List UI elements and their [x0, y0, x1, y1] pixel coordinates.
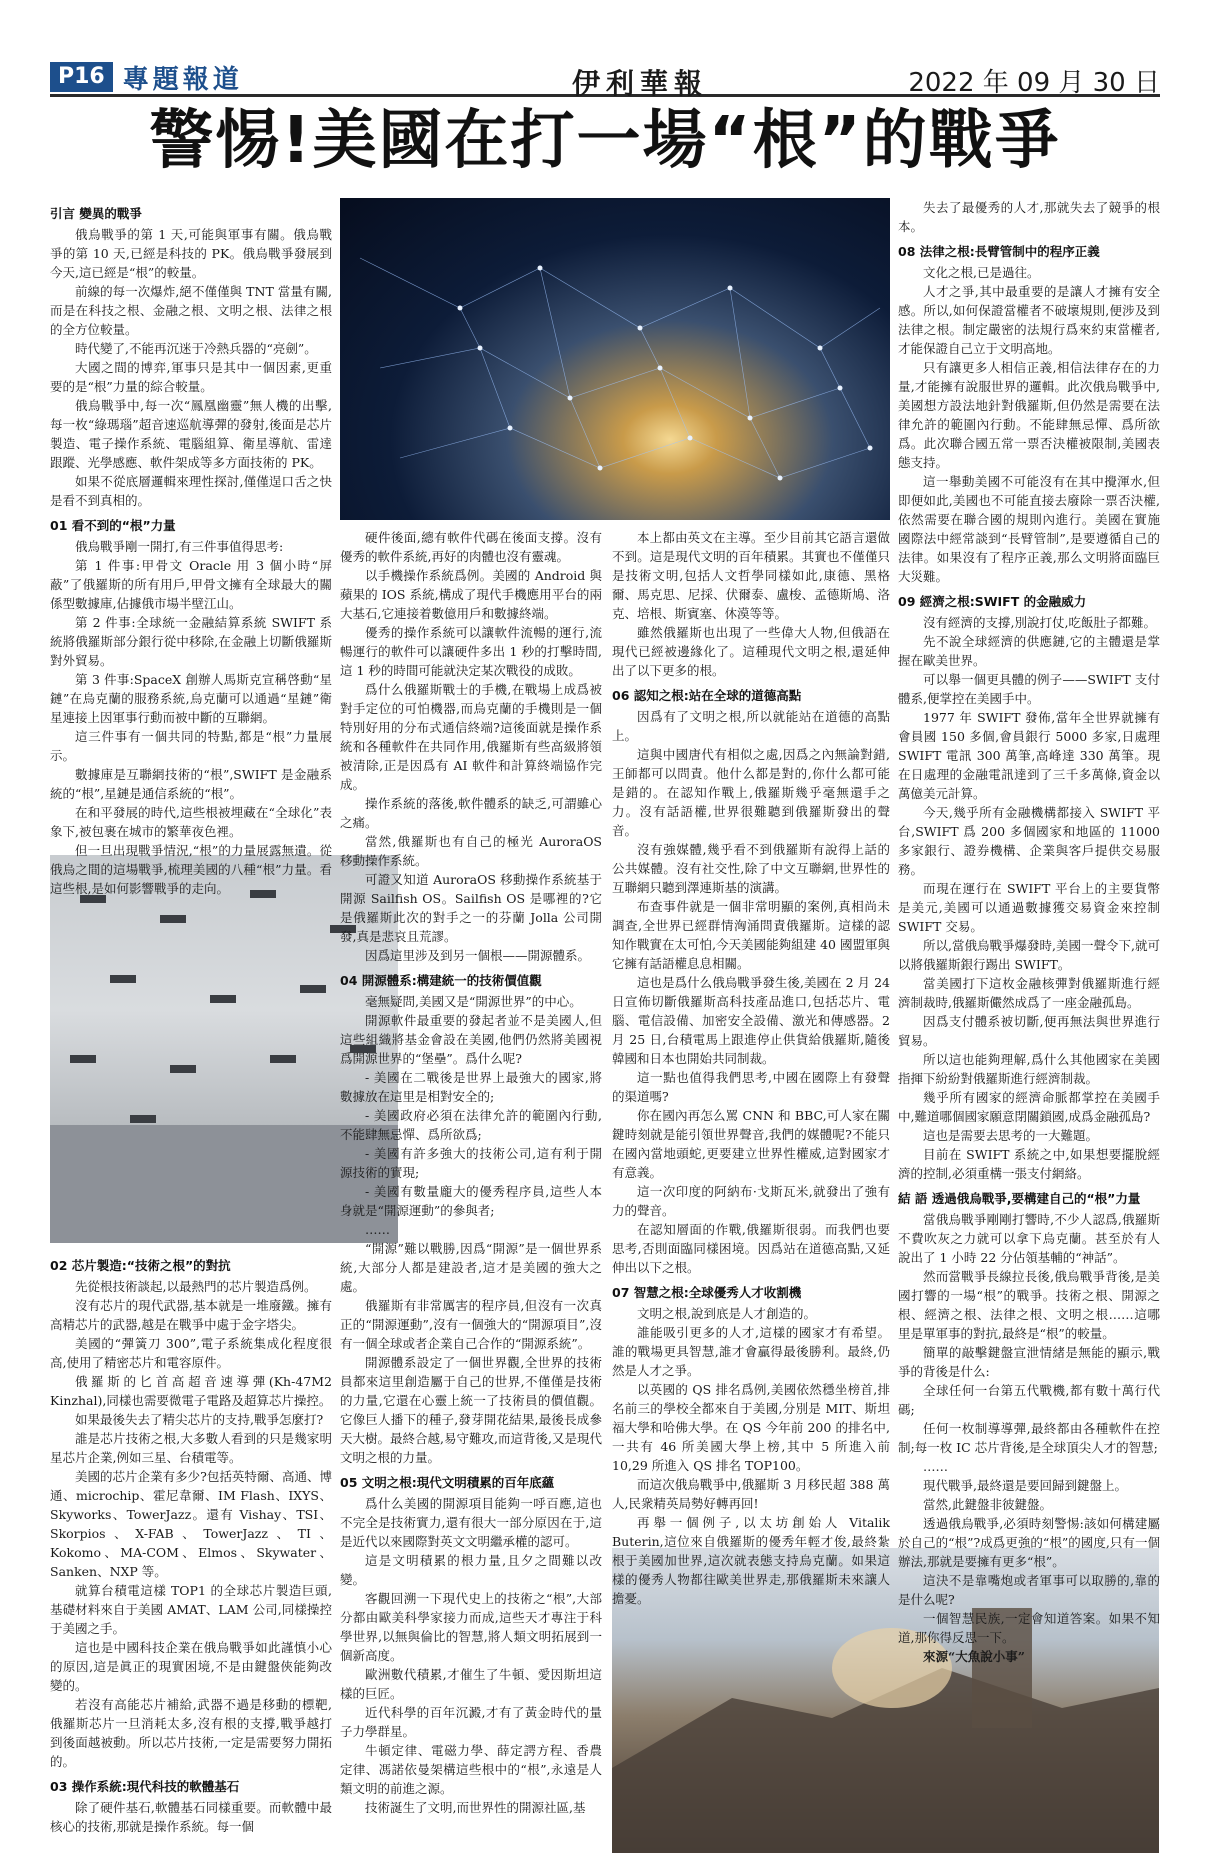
paragraph: - 美國有數量龐大的優秀程序員,這些人本身就是“開源運動”的參與者;	[340, 1184, 602, 1218]
paragraph: 若沒有高能芯片補給,武器不過是移動的標靶,俄羅斯芯片一旦消耗太多,沒有根的支撐,戰爭越打到後面越被動。所以芯片技術,一定是需要努力開拓的。	[50, 1697, 332, 1769]
paragraph: ……	[365, 1222, 390, 1237]
paragraph: 牛頓定律、電磁力學、薛定諤方程、香農定律、馮諾依曼架構這些根中的“根”,永遠是人類文明的前進之源。	[340, 1743, 602, 1796]
section-08-heading: 08 法律之根:長臂管制中的程序正義	[898, 244, 1100, 259]
paragraph: ……	[923, 1459, 948, 1474]
paragraph: 俄羅斯有非常厲害的程序員,但沒有一次真正的“開源運動”,沒有一個強大的“開源項目”,沒有一個全球或者企業自己合作的“開源系統”。	[340, 1298, 602, 1351]
paragraph: 這是文明積累的根力量,且夕之間難以改變。	[340, 1553, 602, 1587]
paragraph: 俄烏戰爭剛一開打,有三件事值得思考:	[75, 539, 284, 554]
issue-date: 2022 年 09 月 30 日	[908, 68, 1160, 98]
paragraph: 失去了最優秀的人才,那就失去了競爭的根本。	[898, 200, 1160, 234]
column-1-top	[50, 198, 332, 896]
section-06-heading: 06 認知之根:站在全球的道德高點	[612, 688, 802, 703]
paragraph: 俄烏戰爭中,每一次“鳳凰幽靈”無人機的出擊,每一枚“綠瑪瑙”超音速巡航導彈的發射,後面是芯片製造、電子操作系統、電腦組算、衛星導航、雷達跟蹤、光學感應、軟件架成等多方面技術的 PK。	[50, 398, 332, 470]
paragraph: 第 3 件事:SpaceX 創辦人馬斯克宣稱啓動“星鏈”在烏克蘭的服務系統,烏克蘭可以通過“星鏈”衛星連接上因軍事行動而被中斷的互聯網。	[50, 672, 332, 725]
paragraph: 在和平發展的時代,這些根被埋藏在“全球化”表象下,被包裹在城市的繁華夜色裡。	[50, 805, 332, 839]
column-4	[898, 198, 1160, 1664]
paragraph: 第 1 件事:甲骨文 Oracle 用 3 個小時“屏蔽”了俄羅斯的所有用戶,甲骨文擁有全球最大的關係型數據庫,佔據俄市場半壁江山。	[50, 558, 332, 611]
paragraph: 以手機操作系統爲例。美國的 Android 與蘋果的 IOS 系統,構成了現代手機應用平台的兩大基石,它連接着數億用戶和數據終端。	[340, 568, 602, 621]
column-1-bottom	[50, 1250, 332, 1855]
paragraph: 大國之間的博弈,軍事只是其中一個因素,更重要的是“根”力量的綜合較量。	[50, 360, 332, 394]
paragraph: 你在國內再怎么罵 CNN 和 BBC,可人家在關鍵時刻就是能引領世界聲音,我們的媒體呢?不能只在國內當地頭蛇,更要建立世界性權威,這對國家才有意義。	[612, 1108, 890, 1180]
paragraph: 本上都由英文在主導。至少目前其它語言還做不到。這是現代文明的百年積累。其實也不僅僅只是技術文明,包括人文哲學同樣如此,康德、黑格爾、馬克思、尼採、伏爾泰、盧梭、孟德斯鳩、洛克、培根、斯賓塞、休漠等等。	[612, 530, 890, 621]
paragraph: 布查事件就是一個非常明顯的案例,真相尚未調查,全世界已經群情洶涌問責俄羅斯。這樣的認知作戰實在太可怕,今天美國能夠組建 40 國盟軍與它擁有話語權息息相關。	[612, 899, 890, 971]
paragraph: 可證又知道 AuroraOS 移動操作系統基于開源 Sailfish OS。Sailfish OS 是哪裡的?它是俄羅斯此次的對手之一的芬蘭 Jolla 公司開發,真是悲哀且荒謬。	[340, 872, 602, 944]
network-earth-image	[340, 198, 890, 520]
paragraph: 優秀的操作系統可以讓軟件流暢的運行,流暢運行的軟件可以讓硬件多出 1 秒的打擊時間,這 1 秒的時間可能就決定某次戰役的成敗。	[340, 625, 602, 678]
paragraph: 以英國的 QS 排名爲例,美國依然穩坐榜首,排名前三的學校全都來自于美國,分別是 MIT、斯坦福大學和哈佛大學。在 QS 今年前 200 的排名中,一共有 46 所美國大學上榜,其中 5 所進入前 10,29 所進入 QS 排名 TOP100。	[612, 1382, 890, 1473]
paragraph: 如果最後失去了精尖芯片的支持,戰爭怎麼打?	[75, 1412, 324, 1427]
paragraph: 但一旦出現戰爭情況,“根”的力量展露無遺。從俄烏之間的這場戰爭,梳理美國的八種“根”力量。看這些根,是如何影響戰爭的走向。	[50, 843, 332, 896]
section-04-heading: 04 開源體系:構建統一的技術價值觀	[340, 973, 542, 988]
section-09-heading: 09 經濟之根:SWIFT 的金融威力	[898, 594, 1087, 609]
paragraph: 幾乎所有國家的經濟命脈都掌控在美國手中,難道哪個國家願意閉關鎖國,成爲金融孤島?	[898, 1090, 1160, 1124]
paragraph: 目前在 SWIFT 系統之中,如果想要擺脫經濟的控制,必須重構一張支付網絡。	[898, 1147, 1160, 1181]
paragraph: - 美國有許多強大的技術公司,這有利于開源技術的實現;	[340, 1146, 602, 1180]
paragraph: 雖然俄羅斯也出現了一些偉大人物,但俄語在現代已經被邊緣化了。這種現代文明之根,還延伸出了以下更多的根。	[612, 625, 890, 678]
page-header	[50, 62, 1160, 100]
paragraph: 當然,俄羅斯也有自己的極光 AuroraOS 移動操作系統。	[340, 834, 602, 868]
paragraph: 這決不是靠嘴炮或者軍事可以取勝的,靠的是什么呢?	[898, 1573, 1160, 1607]
paragraph: 美國的“彈簧刀 300”,電子系統集成化程度很高,使用了精密芯片和電容原件。	[50, 1336, 332, 1370]
paragraph: 所以,當俄烏戰爭爆發時,美國一聲令下,就可以將俄羅斯銀行踢出 SWIFT。	[898, 938, 1160, 972]
paragraph: 爲什么俄羅斯戰士的手機,在戰場上成爲被對手定位的可怕機器,而烏克蘭的手機則是一個特別好用的分布式通信終端?這後面就是操作系統和各種軟件在共同作用,俄羅斯有些高級將領被清除,正是因爲有 AI 軟件和計算終端協作完成。	[340, 682, 602, 792]
paragraph: 因爲支付體系被切斷,便再無法與世界進行貿易。	[898, 1014, 1160, 1048]
paragraph: 前線的每一次爆炸,絕不僅僅與 TNT 當量有關,而是在科技之根、金融之根、文明之根、法律之根的全方位較量。	[50, 284, 332, 337]
paragraph: 如果不從底層邏輯來理性探討,僅僅逞口舌之快是看不到真相的。	[50, 474, 332, 508]
paragraph: 今天,幾乎所有金融機構都接入 SWIFT 平台,SWIFT 爲 200 多個國家和地區的 11000 多家銀行、證券機構、企業與客戶提供交易服務。	[898, 805, 1160, 877]
section-01-heading: 01 看不到的“根”力量	[50, 518, 176, 533]
network-lines-icon	[340, 198, 890, 520]
paragraph: 在認知層面的作戰,俄羅斯很弱。而我們也要思考,否則面臨同樣困境。因爲站在道德高點,又延伸出以下之根。	[612, 1222, 890, 1275]
paragraph: 一個智慧民族,一定會知道答案。如果不知道,那你得反思一下。	[898, 1611, 1160, 1645]
paragraph: 毫無疑問,美國又是“開源世界”的中心。	[365, 994, 582, 1009]
column-3	[612, 528, 890, 1606]
paragraph: 誰是芯片技術之根,大多數人看到的只是幾家明星芯片企業,例如三星、台積電等。	[50, 1431, 332, 1465]
section-02-heading: 02 芯片製造:“技術之根”的對抗	[50, 1258, 231, 1273]
paragraph: 先從根技術談起,以最熱門的芯片製造爲例。	[75, 1279, 317, 1294]
paragraph: 這也是中國科技企業在俄烏戰爭如此謹慎小心的原因,這是眞正的現實困境,不是由鍵盤俠能夠改變的。	[50, 1640, 332, 1693]
section-label	[50, 62, 243, 95]
paragraph: 這三件事有一個共同的特點,都是“根”力量展示。	[50, 729, 332, 763]
paragraph: 這一次印度的阿納布·戈斯瓦米,就發出了強有力的聲音。	[612, 1184, 890, 1218]
paragraph: 這一點也值得我們思考,中國在國際上有發聲的渠道嗎?	[612, 1070, 890, 1104]
paragraph: 硬件後面,總有軟件代碼在後面支撐。沒有優秀的軟件系統,再好的肉體也沒有靈魂。	[340, 530, 602, 564]
paragraph: 先不說全球經濟的供應鏈,它的主體還是掌握在歐美世界。	[898, 634, 1160, 668]
paragraph: 而這次俄烏戰爭中,俄羅斯 3 月移民超 388 萬人,民衆精英局勢好轉再回!	[612, 1477, 890, 1511]
paragraph: 當然,此鍵盤非彼鍵盤。	[923, 1497, 1052, 1512]
paragraph: 技術誕生了文明,而世界性的開源社區,基	[365, 1800, 586, 1815]
column-2	[340, 528, 602, 1855]
section-05-heading: 05 文明之根:現代文明積累的百年底蘊	[340, 1475, 555, 1490]
section-03-heading: 03 操作系統:現代科技的軟體基石	[50, 1779, 240, 1794]
paragraph: - 美國政府必須在法律允許的範圍內行動,不能肆無忌憚、爲所欲爲;	[340, 1108, 602, 1142]
paragraph: 客觀回溯一下現代史上的技術之“根”,大部分都由歐美科學家接力而成,這些天才專注于科學世界,以無與倫比的智慧,將人類文明拓展到一個新高度。	[340, 1591, 602, 1663]
paragraph: 俄羅斯的匕首高超音速導彈(Kh-47M2 Kinzhal),同樣也需要微電子電路及超算芯片操控。	[50, 1374, 332, 1408]
headline: 警惕!美國在打一場“根”的戰爭	[149, 104, 1061, 178]
paragraph: 然而當戰爭長線拉長後,俄烏戰爭背後,是美國打響的一場“根”的戰爭。技術之根、開源之根、經濟之根、法律之根、文明之根……這哪里是單軍事的對抗,最終是“根”的較量。	[898, 1269, 1160, 1341]
paragraph: 當俄烏戰爭剛剛打響時,不少人認爲,俄羅斯不費吹灰之力就可以拿下烏克蘭。甚至於有人說出了 1 小時 22 分佔領基輔的“神話”。	[898, 1212, 1160, 1265]
section-07-heading: 07 智慧之根:全球優秀人才收割機	[612, 1285, 802, 1300]
paragraph: 人才之爭,其中最重要的是讓人才擁有安全感。所以,如何保證當權者不破壞規則,便涉及到法律之根。制定嚴密的法規行爲來約束當權者,才能保證自己立于文明高地。	[898, 284, 1160, 356]
page-number: P16	[50, 62, 113, 92]
source-credit: 來源“大魚說小事”	[923, 1649, 1025, 1664]
paragraph: 簡單的敲擊鍵盤宣泄情緒是無能的顯示,戰爭的背後是什么:	[898, 1345, 1160, 1379]
paragraph: 因爲有了文明之根,所以就能站在道德的高點上。	[612, 709, 890, 743]
conclusion-heading: 結 語 透過俄烏戰爭,要構建自己的“根”力量	[898, 1191, 1141, 1206]
paragraph: 可以舉一個更具體的例子——SWIFT 支付體系,便掌控在美國手中。	[898, 672, 1160, 706]
intro-heading: 引言 變異的戰爭	[50, 206, 142, 221]
paragraph: 時代變了,不能再沉迷于冷熱兵器的“亮劍”。	[75, 341, 317, 356]
paragraph: 文明之根,說到底是人才創造的。	[637, 1306, 816, 1321]
paragraph: 只有讓更多人相信正義,相信法律存在的力量,才能擁有說服世界的邏輯。此次俄烏戰爭中,美國想方設法地針對俄羅斯,但仍然是需要在法律允許的範圍內行動。不能肆無忌憚、爲所欲爲。此次聯合國五常一票否決權被限制,美國表態支持。	[898, 360, 1160, 470]
paragraph: 所以這也能夠理解,爲什么其他國家在美國指揮下紛紛對俄羅斯進行經濟制裁。	[898, 1052, 1160, 1086]
paragraph: 再舉一個例子,以太坊創始人 Vitalik Buterin,這位來自俄羅斯的優秀年輕才俊,最終紮根于美國加世界,這次就表態支持烏克蘭。如果這樣的優秀人物都往歐美世界走,那俄羅斯未來讓人擔憂。	[612, 1515, 890, 1606]
paragraph: 俄烏戰爭的第 1 天,可能與軍事有關。俄烏戰爭的第 10 天,已經是科技的 PK。俄烏戰爭發展到今天,這已經是“根”的較量。	[50, 227, 332, 280]
paragraph: 開源體系設定了一個世界觀,全世界的技術員都來這里創造屬于自己的世界,不僅僅是技術的力量,它還在心靈上統一了技術員的價值觀。它像巨人播下的種子,發芽開花結果,最後長成參天大樹。最終合越,易守難攻,而這背後,又是現代文明之根的力量。	[340, 1355, 602, 1465]
section-title: 專題報道	[122, 64, 243, 95]
paragraph: 當美國打下這枚金融核彈對俄羅斯進行經濟制裁時,俄羅斯儼然成爲了一座金融孤島。	[898, 976, 1160, 1010]
paragraph: 透過俄烏戰爭,必須時刻警惕:該如何構建屬於自己的“根”?成爲更強的“根”的國度,只有一個辦法,那就是要擁有更多“根”。	[898, 1516, 1160, 1569]
paragraph: 除了硬件基石,軟體基石同樣重要。而軟體中最核心的技術,那就是操作系統。每一個	[50, 1800, 332, 1834]
paragraph: 歐洲數代積累,才催生了牛頓、愛因斯坦這樣的巨匠。	[340, 1667, 602, 1701]
paragraph: 這也是爲什么俄烏戰爭發生後,美國在 2 月 24 日宣佈切斷俄羅斯高科技產品進口,包括芯片、電腦、電信設備、加密安全設備、激光和傳感器。2 月 25 日,台積電馬上跟進停止供貨給俄羅斯,隨後韓國和日本也開始共同制裁。	[612, 975, 890, 1066]
paragraph: 這一舉動美國不可能沒有在其中攪渾水,但即便如此,美國也不可能直接去廢除一票否決權,依然需要在聯合國的規則內進行。美國在實施國際法中經常談到“長臂管制”,是要遵循自己的法律。如果沒有了程序正義,那么文明將面臨巨大災難。	[898, 474, 1160, 584]
paragraph: 現代戰爭,最終還是要回歸到鍵盤上。	[923, 1478, 1127, 1493]
paragraph: 近代科學的百年沉澱,才有了黃金時代的量子力學群星。	[340, 1705, 602, 1739]
paragraph: 數據庫是互聯網技術的“根”,SWIFT 是金融系統的“根”,星鏈是通信系統的“根”。	[50, 767, 332, 801]
masthead: 伊利華報	[571, 67, 708, 100]
paragraph: 誰能吸引更多的人才,這樣的國家才有希望。誰的戰場更具智慧,誰才會贏得最後勝利。最終,仍然是人才之爭。	[612, 1325, 890, 1378]
paragraph: 因爲這里涉及到另一個根——開源體系。	[365, 948, 591, 963]
paragraph: 美國的芯片企業有多少?包括英特爾、高通、博通、microchip、霍尼韋爾、IM Flash、IXYS、Skyworks、TowerJazz。還有 Vishay、TSI、Skorpios、X-FAB、TowerJazz、TI、Kokomo、MA-COM、Elmos、Skywater、Sanken、NXP 等。	[50, 1469, 332, 1579]
paragraph: 文化之根,已是過往。	[923, 265, 1040, 280]
paragraph: 沒有芯片的現代武器,基本就是一堆廢鐵。擁有高精芯片的武器,越是在戰爭中處于金字塔尖。	[50, 1298, 332, 1332]
paragraph: “開源”難以戰勝,因爲“開源”是一個世界系統,大部分人都是建設者,這才是美國的強大之處。	[340, 1241, 602, 1294]
paragraph: 就算台積電這樣 TOP1 的全球芯片製造巨頭,基礎材料來自于美國 AMAT、LAM 公司,同樣操控于美國之手。	[50, 1583, 332, 1636]
paragraph: - 美國在二戰後是世界上最強大的國家,將數據放在這里是相對安全的;	[340, 1070, 602, 1104]
paragraph: 而現在運行在 SWIFT 平台上的主要貨幣是美元,美國可以通過數據獲交易資金來控制 SWIFT 交易。	[898, 881, 1160, 934]
paragraph: 第 2 件事:全球統一金融結算系統 SWIFT 系統將俄羅斯部分銀行從中移除,在金融上切斷俄羅斯對外貿易。	[50, 615, 332, 668]
paragraph: 1977 年 SWIFT 發佈,當年全世界就擁有會員國 150 多個,會員銀行 5000 多家,日處理 SWIFT 電訊 300 萬筆,高峰達 330 萬筆。現在日處理的金融電訊達到了三千多萬條,資金以萬億美元計算。	[898, 710, 1160, 801]
paragraph: 沒有經濟的支撐,別說打仗,吃飯肚子都難。	[923, 615, 1156, 630]
paragraph: 沒有強媒體,幾乎看不到俄羅斯有說得上話的公共媒體。沒有社交性,除了中文互聯網,世界性的互聯網只聽到澤連斯基的演講。	[612, 842, 890, 895]
paragraph: 全球任何一台第五代戰機,都有數十萬行代碼;	[898, 1383, 1160, 1417]
paragraph: 這也是需要去思考的一大難題。	[923, 1128, 1099, 1143]
paragraph: 任何一枚制導導彈,最終都由各種軟件在控制;每一枚 IC 芯片背後,是全球頂尖人才的智慧;	[898, 1421, 1160, 1455]
paragraph: 操作系統的落後,軟件體系的缺乏,可謂雖心之痛。	[340, 796, 602, 830]
paragraph: 開源軟件最重要的發起者並不是美國人,但這些組織將基金會設在美國,他們仍然將美國視爲開源世界的“堡壘”。爲什么呢?	[340, 1013, 602, 1066]
paragraph: 這與中國唐代有相似之處,因爲之內無論對錯,王師都可以問責。他什么都是對的,你什么都可能是錯的。在認知作戰上,俄羅斯幾乎毫無還手之力。沒有話語權,世界很難聽到俄羅斯發出的聲音。	[612, 747, 890, 838]
paragraph: 爲什么美國的開源項目能夠一呼百應,這也不完全是技術實力,還有很大一部分原因在于,這是近代以來國際對英文文明繼承權的認可。	[340, 1496, 602, 1549]
